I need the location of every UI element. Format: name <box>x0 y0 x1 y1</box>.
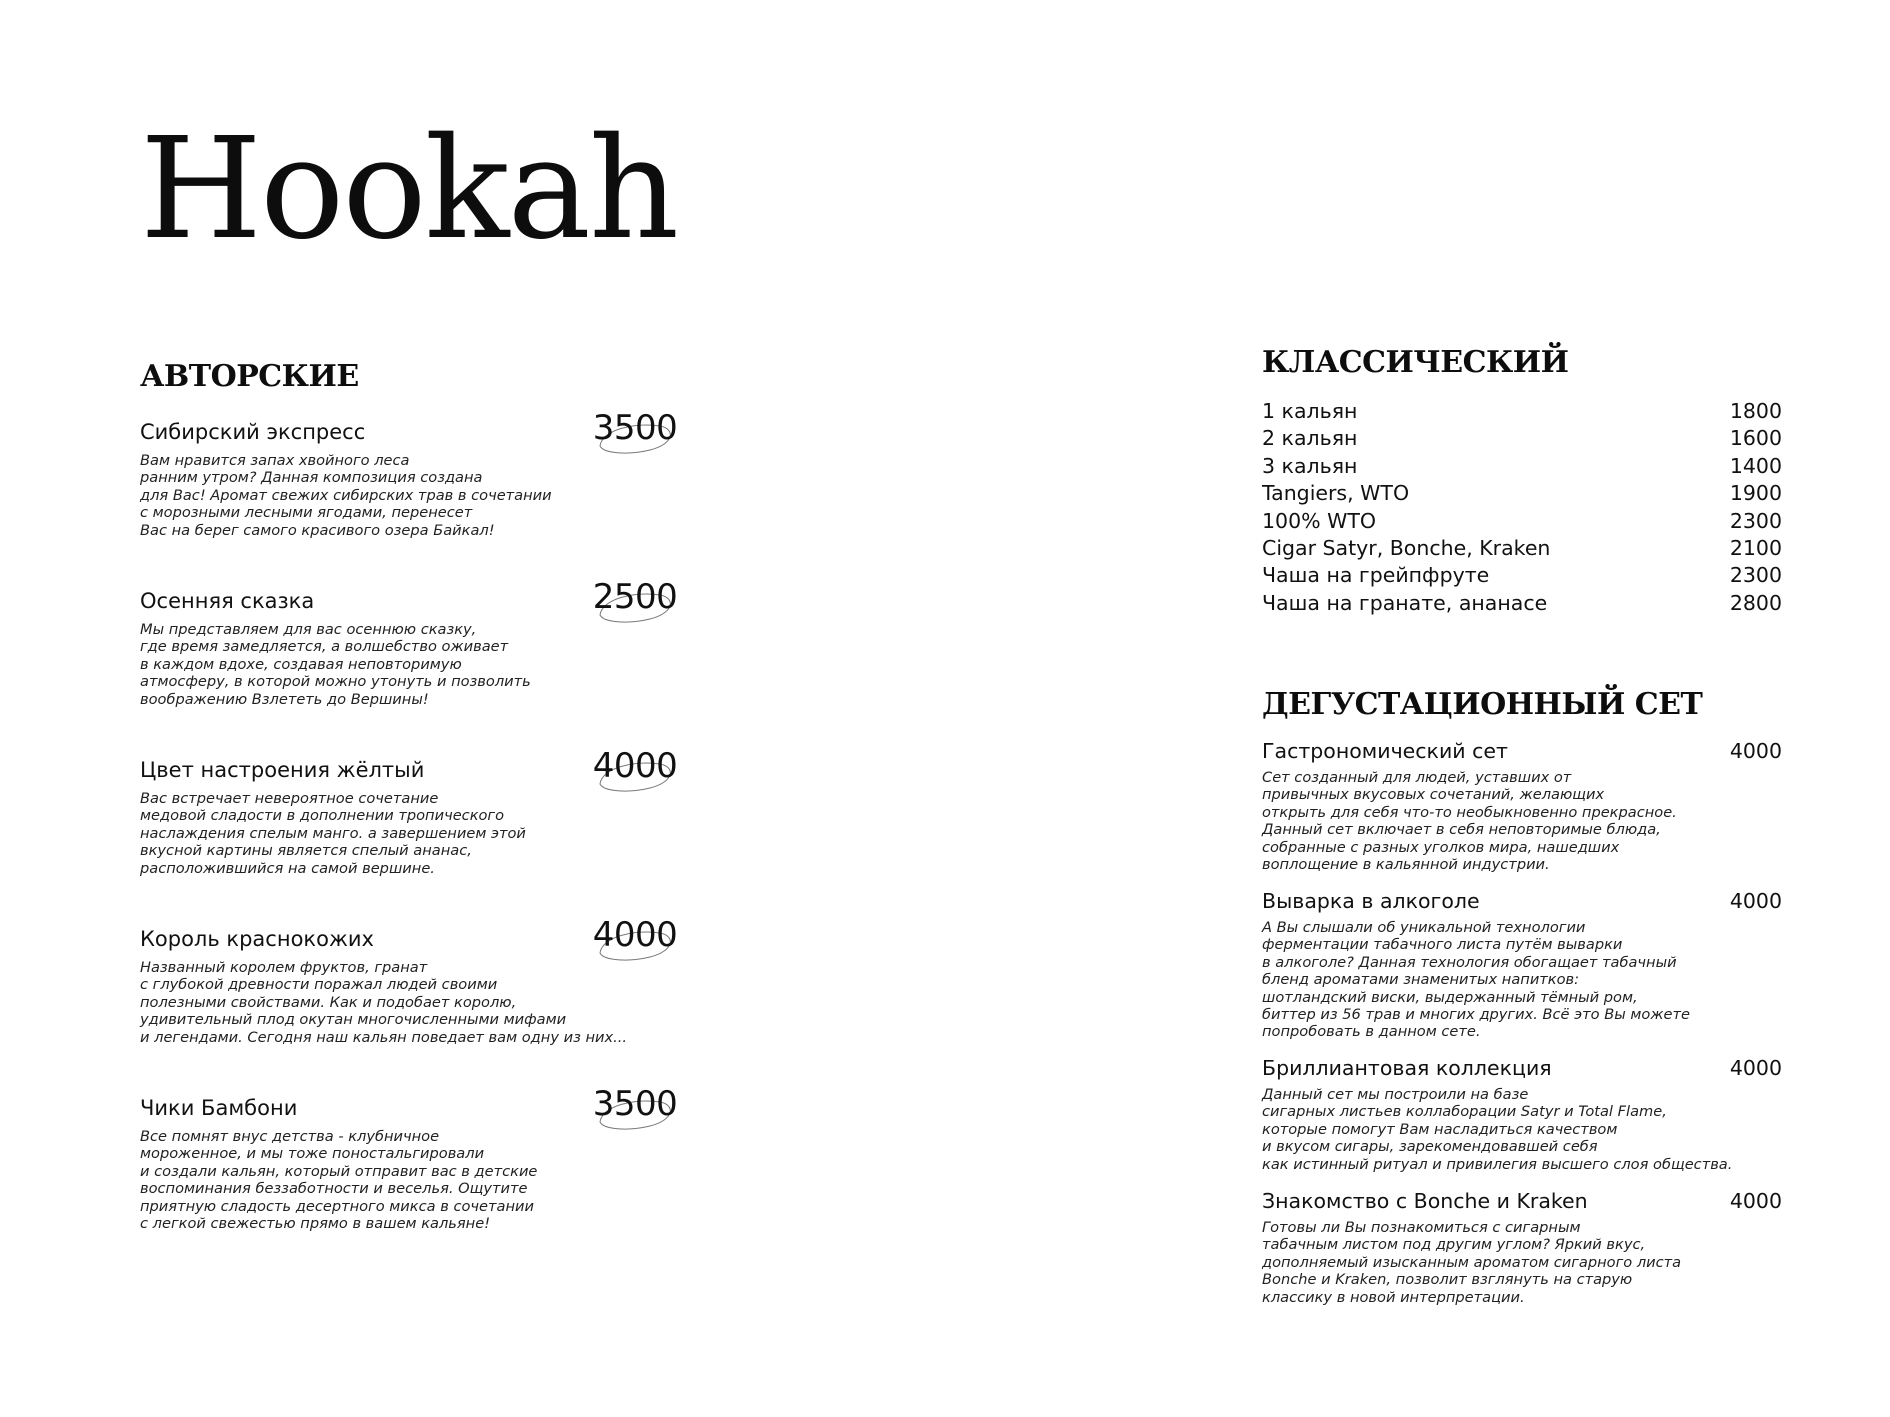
item-name: 2 кальян <box>1262 426 1358 451</box>
item-description: Все помнят внус детства - клубничное мороженное, и мы тоже поностальгировали и создали кальян, который отправит вас в детские воспоминания беззаботности и веселья. Ощутите приятную сладость десертного микса в сочетании с легкой свежестью прямо в вашем кальяне! <box>140 1128 538 1233</box>
page-title: Hookah <box>140 108 678 271</box>
list-item <box>1262 480 1782 507</box>
item-price: 2300 <box>1729 563 1782 588</box>
item-price: 2100 <box>1729 535 1782 560</box>
item-name: Король краснокожих <box>140 927 374 951</box>
item-price: 4000 <box>1729 1056 1782 1080</box>
item-price-value: 4000 <box>592 915 678 955</box>
tasting-heading: ДЕГУСТАЦИОННЫЙ СЕТ <box>1262 687 1703 722</box>
item-price <box>590 408 680 458</box>
item-price-value: 3500 <box>592 1084 678 1124</box>
item-description: Вам нравится запах хвойного леса ранним утром? Данная композиция создана для Вас! Аромат свежих сибирских трав в сочетании с морозными лесными ягодами, перенесет Вас на берег самого красивого озера Байкал! <box>140 452 552 539</box>
item-description: А Вы слышали об уникальной технологии ферментации табачного листа путём выварки в алкоголе? Данная технология обогащает табачный бленд ароматами знаменитых напитков: шотландский виски, выдержанный тёмный ром, биттер из 56 трав и многих других. Всё это Вы можете попробовать в данном сете. <box>1262 919 1690 1041</box>
author-heading: АВТОРСКИЕ <box>140 359 359 394</box>
item-price-value: 4000 <box>592 746 678 786</box>
item-price <box>590 1084 680 1134</box>
item-description: Вас встречает невероятное сочетание медовой сладости в дополнении тропического наслаждения спелым манго. а завершением этой вкусной картины является спелый ананас, расположившийся на самой вершине. <box>140 790 526 877</box>
item-name: Гастрономический сет <box>1262 739 1508 763</box>
item-name: Сибирский экспресс <box>140 420 366 444</box>
list-item <box>1262 508 1782 535</box>
item-name: Чики Бамбони <box>140 1096 298 1120</box>
item-description: Названный королем фруктов, гранат с глубокой древности поражал людей своими полезными свойствами. Как и подобает королю, удивительный плод окутан многочисленными мифами и легендами. Сегодня наш кальян поведает вам одну из них... <box>140 959 628 1046</box>
item-name: Cigar Satyr, Bonche, Kraken <box>1262 535 1551 560</box>
item-price-value: 2500 <box>592 577 678 617</box>
item-price: 1800 <box>1729 399 1782 423</box>
classic-heading: КЛАССИЧЕСКИЙ <box>1262 345 1569 380</box>
list-item <box>1262 425 1782 452</box>
item-name: Чаша на грейпфруте <box>1262 563 1490 588</box>
item-price: 4000 <box>1729 739 1782 763</box>
item-name: Осенняя сказка <box>140 589 315 613</box>
item-price: 4000 <box>1729 889 1782 913</box>
item-name: Бриллиантовая коллекция <box>1262 1056 1552 1080</box>
item-description: Готовы ли Вы познакомиться с сигарным табачным листом под другим углом? Яркий вкус, дополняемый изысканным ароматом сигарного листа Bonche и Kraken, позволит взглянуть на старую классику в новой интерпретации. <box>1262 1219 1682 1306</box>
item-price <box>590 915 680 965</box>
item-price-value: 3500 <box>592 408 678 448</box>
item-description: Мы представляем для вас осеннюю сказку, где время замедляется, а волшебство оживает в каждом вдохе, создавая неповторимую атмосферу, в которой можно утонуть и позволить воображению Взлететь до Вершины! <box>140 621 531 708</box>
item-price: 1900 <box>1729 481 1782 506</box>
item-name: 1 кальян <box>1262 399 1358 423</box>
item-price: 1600 <box>1729 426 1782 451</box>
list-item <box>1262 453 1782 480</box>
item-description: Данный сет мы построили на базе сигарных листьев коллаборации Satyr и Total Flame, которые помогут Вам насладиться качеством и вкусом сигары, зарекомендовавшей себя как истинный ритуал и привилегия высшего слоя общества. <box>1262 1086 1733 1173</box>
classic-price-list <box>1262 398 1782 617</box>
item-name: Tangiers, WTO <box>1262 481 1410 506</box>
item-name: 100% WTO <box>1262 508 1377 533</box>
item-price <box>590 577 680 627</box>
item-description: Сет созданный для людей, уставших от привычных вкусовых сочетаний, желающих открыть для себя что-то необыкновенно прекрасное. Данный сет включает в себя неповторимые блюда, собранные с разных уголков мира, нашедших воплощение в кальянной индустрии. <box>1262 769 1677 874</box>
item-price: 2800 <box>1729 590 1782 615</box>
item-price: 1400 <box>1729 453 1782 478</box>
item-name: Чаша на гранате, ананасе <box>1262 590 1548 615</box>
item-price <box>590 746 680 796</box>
item-name: Выварка в алкоголе <box>1262 889 1480 913</box>
list-item <box>1262 398 1782 425</box>
item-name: Знакомство с Bonche и Kraken <box>1262 1189 1588 1213</box>
item-name: Цвет настроения жёлтый <box>140 758 425 782</box>
item-price: 2300 <box>1729 508 1782 533</box>
list-item <box>1262 562 1782 589</box>
item-name: 3 кальян <box>1262 453 1358 478</box>
item-price: 4000 <box>1729 1189 1782 1213</box>
list-item <box>1262 590 1782 617</box>
list-item <box>1262 535 1782 562</box>
